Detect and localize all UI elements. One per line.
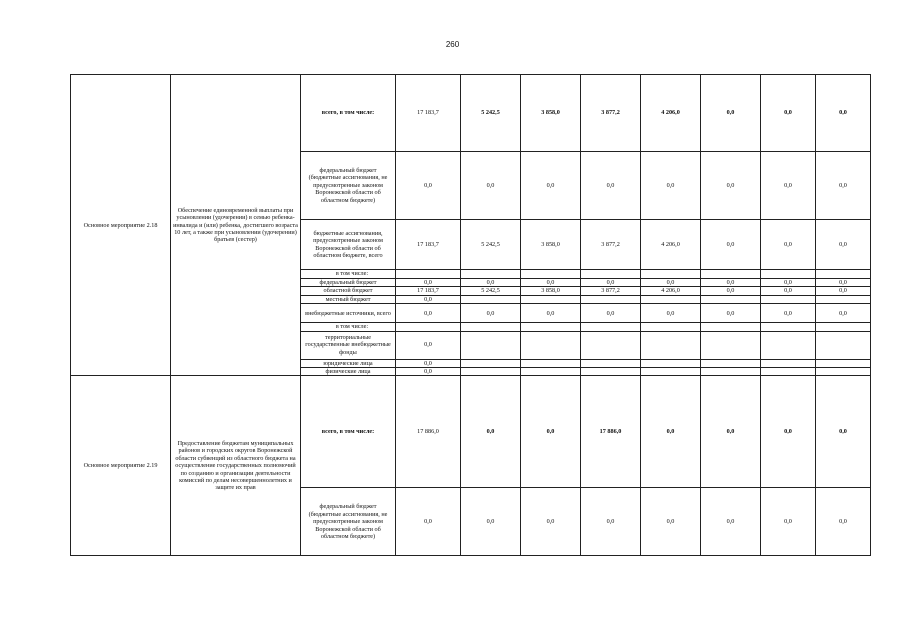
page-number: 260 xyxy=(445,40,460,49)
value-cell: 0,0 xyxy=(396,295,461,303)
value-cell: 0,0 xyxy=(461,488,521,556)
empty-cell xyxy=(701,368,761,376)
empty-cell xyxy=(761,323,816,331)
funding-source: в том числе: xyxy=(301,270,396,279)
empty-cell xyxy=(396,270,461,279)
empty-cell xyxy=(761,368,816,376)
value-cell: 0,0 xyxy=(396,488,461,556)
empty-cell xyxy=(521,295,581,303)
empty-cell xyxy=(701,323,761,331)
value-cell: 17 183,7 xyxy=(396,220,461,270)
value-cell: 0,0 xyxy=(761,75,816,152)
value-cell: 0,0 xyxy=(701,488,761,556)
value-cell: 4 206,0 xyxy=(641,287,701,295)
value-cell: 0,0 xyxy=(761,376,816,488)
empty-cell xyxy=(461,368,521,376)
value-cell: 0,0 xyxy=(701,220,761,270)
value-cell: 5 242,5 xyxy=(461,75,521,152)
value-cell: 0,0 xyxy=(581,152,641,220)
financing-table xyxy=(70,74,871,556)
value-cell: 4 206,0 xyxy=(641,220,701,270)
value-cell: 0,0 xyxy=(761,287,816,295)
value-cell: 0,0 xyxy=(581,488,641,556)
funding-source: территориальные государственные внебюджетные фонды xyxy=(301,331,396,359)
funding-source: юридические лица xyxy=(301,359,396,367)
value-cell: 0,0 xyxy=(701,152,761,220)
value-cell: 0,0 xyxy=(816,279,871,287)
empty-cell xyxy=(641,323,701,331)
empty-cell xyxy=(641,270,701,279)
empty-cell xyxy=(761,331,816,359)
funding-source: федеральный бюджет (бюджетные ассигнования, не предусмотренные законом Воронежской области об областном бюджете) xyxy=(301,488,396,556)
empty-cell xyxy=(581,270,641,279)
value-cell: 0,0 xyxy=(761,304,816,323)
funding-source: областной бюджет xyxy=(301,287,396,295)
value-cell: 0,0 xyxy=(641,279,701,287)
value-cell: 4 206,0 xyxy=(641,75,701,152)
value-cell: 0,0 xyxy=(396,359,461,367)
value-cell: 0,0 xyxy=(641,152,701,220)
empty-cell xyxy=(816,359,871,367)
value-cell: 0,0 xyxy=(581,304,641,323)
table-row xyxy=(71,75,871,152)
value-cell: 0,0 xyxy=(521,304,581,323)
empty-cell xyxy=(521,359,581,367)
empty-cell xyxy=(521,323,581,331)
value-cell: 0,0 xyxy=(396,304,461,323)
funding-source: всего, в том числе: xyxy=(301,75,396,152)
value-cell: 17 183,7 xyxy=(396,287,461,295)
value-cell: 0,0 xyxy=(641,488,701,556)
empty-cell xyxy=(396,323,461,331)
value-cell: 0,0 xyxy=(396,152,461,220)
value-cell: 5 242,5 xyxy=(461,287,521,295)
value-cell: 0,0 xyxy=(701,304,761,323)
value-cell: 0,0 xyxy=(816,220,871,270)
empty-cell xyxy=(461,323,521,331)
empty-cell xyxy=(521,270,581,279)
value-cell: 0,0 xyxy=(521,279,581,287)
value-cell: 0,0 xyxy=(461,279,521,287)
value-cell: 0,0 xyxy=(761,279,816,287)
empty-cell xyxy=(581,368,641,376)
value-cell: 0,0 xyxy=(761,152,816,220)
value-cell: 0,0 xyxy=(816,152,871,220)
empty-cell xyxy=(761,295,816,303)
value-cell: 3 877,2 xyxy=(581,75,641,152)
value-cell: 0,0 xyxy=(396,279,461,287)
activity-description: Предоставление бюджетам муниципальных районов и городских округов Воронежской области субвенций из областного бюджета на осуществление государственных полномочий по созданию и организации деятельности комиссий по делам несовершеннолетних и защите их прав xyxy=(171,376,301,556)
value-cell: 0,0 xyxy=(761,220,816,270)
empty-cell xyxy=(581,331,641,359)
value-cell: 0,0 xyxy=(816,75,871,152)
value-cell: 0,0 xyxy=(581,279,641,287)
value-cell: 0,0 xyxy=(396,368,461,376)
empty-cell xyxy=(761,359,816,367)
value-cell: 0,0 xyxy=(701,287,761,295)
empty-cell xyxy=(581,295,641,303)
value-cell: 0,0 xyxy=(701,279,761,287)
empty-cell xyxy=(701,295,761,303)
value-cell: 3 877,2 xyxy=(581,287,641,295)
funding-source: внебюджетные источники, всего xyxy=(301,304,396,323)
activity-description: Обеспечение единовременной выплаты при усыновлении (удочерении) в семью ребенка-инвалида и (или) ребенка, достигшего возраста 10 лет, а также при усыновлении (удочерении) братьев (сестер) xyxy=(171,75,301,376)
value-cell: 17 886,0 xyxy=(581,376,641,488)
value-cell: 0,0 xyxy=(701,75,761,152)
value-cell: 0,0 xyxy=(461,304,521,323)
empty-cell xyxy=(701,331,761,359)
empty-cell xyxy=(761,270,816,279)
empty-cell xyxy=(641,295,701,303)
empty-cell xyxy=(816,331,871,359)
funding-source: бюджетные ассигнования, предусмотренные законом Воронежской области об областном бюджете, всего xyxy=(301,220,396,270)
value-cell: 0,0 xyxy=(521,152,581,220)
value-cell: 3 858,0 xyxy=(521,75,581,152)
empty-cell xyxy=(641,359,701,367)
empty-cell xyxy=(581,323,641,331)
funding-source: всего, в том числе: xyxy=(301,376,396,488)
funding-source: местный бюджет xyxy=(301,295,396,303)
activity-name: Основное мероприятие 2.18 xyxy=(71,75,171,376)
value-cell: 0,0 xyxy=(461,152,521,220)
empty-cell xyxy=(641,331,701,359)
value-cell: 0,0 xyxy=(816,287,871,295)
funding-source: физические лица xyxy=(301,368,396,376)
value-cell: 0,0 xyxy=(701,376,761,488)
funding-source: федеральный бюджет (бюджетные ассигнования, не предусмотренные законом Воронежской области об областном бюджете) xyxy=(301,152,396,220)
value-cell: 3 877,2 xyxy=(581,220,641,270)
table-row xyxy=(71,376,871,488)
empty-cell xyxy=(521,331,581,359)
empty-cell xyxy=(701,359,761,367)
value-cell: 0,0 xyxy=(521,376,581,488)
value-cell: 3 858,0 xyxy=(521,287,581,295)
value-cell: 0,0 xyxy=(816,488,871,556)
value-cell: 3 858,0 xyxy=(521,220,581,270)
value-cell: 0,0 xyxy=(641,376,701,488)
value-cell: 0,0 xyxy=(641,304,701,323)
empty-cell xyxy=(816,295,871,303)
value-cell: 0,0 xyxy=(461,376,521,488)
activity-name: Основное мероприятие 2.19 xyxy=(71,376,171,556)
value-cell: 0,0 xyxy=(816,304,871,323)
empty-cell xyxy=(816,368,871,376)
empty-cell xyxy=(701,270,761,279)
empty-cell xyxy=(581,359,641,367)
value-cell: 5 242,5 xyxy=(461,220,521,270)
empty-cell xyxy=(521,368,581,376)
value-cell: 17 886,0 xyxy=(396,376,461,488)
funding-source: в том числе: xyxy=(301,323,396,331)
empty-cell xyxy=(816,270,871,279)
empty-cell xyxy=(461,270,521,279)
empty-cell xyxy=(461,331,521,359)
value-cell: 0,0 xyxy=(396,331,461,359)
value-cell: 0,0 xyxy=(761,488,816,556)
empty-cell xyxy=(641,368,701,376)
funding-source: федеральный бюджет xyxy=(301,279,396,287)
value-cell: 17 183,7 xyxy=(396,75,461,152)
empty-cell xyxy=(816,323,871,331)
value-cell: 0,0 xyxy=(521,488,581,556)
table-body xyxy=(71,75,871,556)
value-cell: 0,0 xyxy=(816,376,871,488)
empty-cell xyxy=(461,295,521,303)
empty-cell xyxy=(461,359,521,367)
